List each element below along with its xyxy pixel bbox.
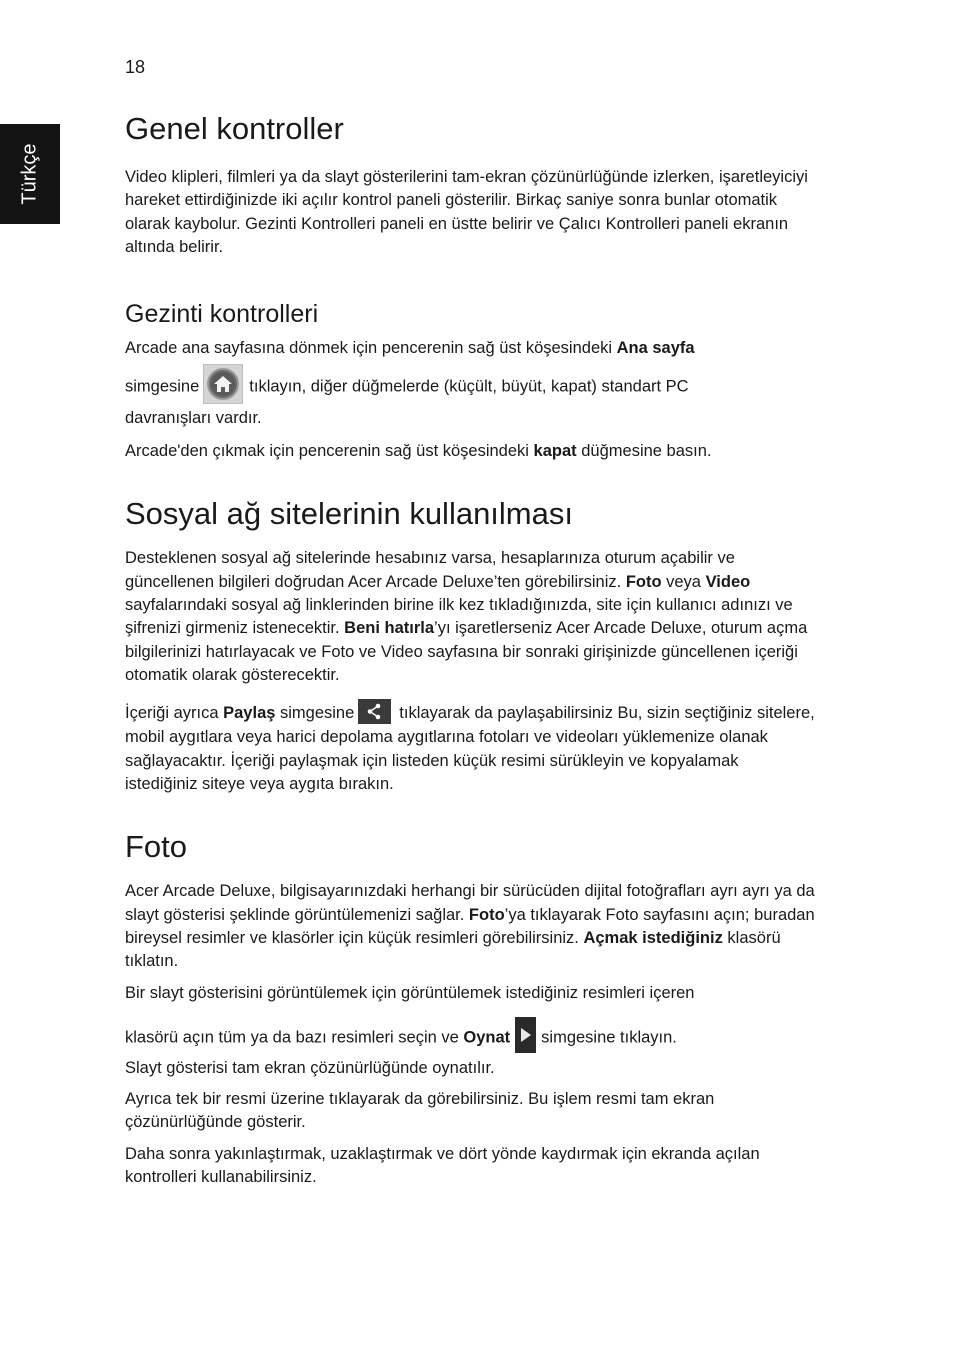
home-icon [203,364,243,404]
heading-gezinti-kontrolleri: Gezinti kontrolleri [125,300,319,329]
bold-paylas: Paylaş [223,704,276,723]
text-span: klasörü açın tüm ya da bazı resimleri seçin ve [125,1028,464,1047]
share-icon [358,699,391,724]
text-span: Arcade'den çıkmak için pencerenin sağ üst köşesindeki [125,441,534,460]
paragraph-foto-1 [125,880,815,973]
page-number: 18 [125,57,146,77]
text-span: davranışları vardır. [125,408,262,427]
page-content [125,110,815,1189]
paragraph-sosyal-2 [125,701,815,796]
text-span: klasörü tıklatın. [125,928,781,971]
text-span: sayfalarındaki sosyal ağ linklerinden birine ilk kez tıkladığınızda, site için kullanıcı adınızı ve şifrenizi girmeniz istenecektir. [125,596,793,638]
paragraph-foto-6: Daha sonra yakınlaştırmak, uzaklaştırmak ve dört yönde kaydırmak için ekranda açılan kontrolleri kullanabilirsiniz. [125,1144,760,1186]
paragraph-foto-5: Ayrıca tek bir resmi üzerine tıklayarak da görebilirsiniz. Bu işlem resmi tam ekran çözünürlüğünde gösterir. [125,1090,715,1132]
paragraph-gezinti-2 [125,367,815,430]
heading-foto: Foto [125,829,188,865]
heading-genel-kontroller: Genel kontroller [125,111,344,146]
paragraph-gezinti-1 [125,337,815,360]
text-span: düğmesine basın. [576,441,712,460]
text-span: Acer Arcade Deluxe, bilgisayarınızdaki herhangi bir sürücüden dijital fotoğrafları ayrı ayrı ya da slayt gösterisi şeklinde görüntülemenizi sağlar. [125,882,815,924]
text-span: simgesine [125,377,200,396]
text-span: veya [661,572,706,591]
text-span: tıklayarak da paylaşabilirsiniz Bu, sizin seçtiğiniz sitelere, mobil aygıtlara veya harici depolama aygıtlarına fotoları ve videoları yüklemenize olanak sağlayacaktır. İçeriği paylaşmak için listeden küçük resimi sürükleyin ve kopyalamak istediğiniz siteye veya aygıta bırakın. [125,704,815,793]
paragraph-genel: Video klipleri, filmleri ya da slayt gösterilerini tam-ekran çözünürlüğünde izlerken, işaretleyiciyi hareket ettirdiğinizde iki açılır kontrol paneli gösterilir. Birkaç saniye sonra bunlar otomatik olarak kaybolur. Gezinti Kontrolleri paneli en üstte belirir ve Çalıcı Kontrolleri paneli ekranın altında belirir. [125,168,808,257]
paragraph-foto-4: Slayt gösterisi tam ekran çözünürlüğünde oynatılır. [125,1058,495,1077]
paragraph-sosyal-1 [125,547,815,687]
bold-video: Video [705,572,751,591]
bold-foto: Foto [625,572,662,591]
heading-sosyal-ag: Sosyal ağ sitelerinin kullanılması [125,496,573,532]
paragraph-foto-3 [125,1020,815,1056]
language-side-tab [0,124,60,224]
bold-foto-2: Foto [468,905,505,924]
text-span: ’yı işaretlerseniz Acer Arcade Deluxe, oturum açma bilgilerinizi hatırlayacak ve Foto ve Video sayfasına bir sonraki girişinizde güncellenen içeriği otomatik olarak gösterecektir. [125,619,808,684]
bold-beni-hatirla: Beni hatırla [344,619,435,638]
bold-oynat: Oynat [463,1028,511,1047]
text-span: Desteklenen sosyal ağ sitelerinde hesabınız varsa, hesaplarınıza oturum açabilir ve güncellenen bilgileri doğrudan Acer Arcade Deluxe’ten görebilirsiniz. [125,549,735,591]
paragraph-foto-2: Bir slayt gösterisini görüntülemek için görüntülemek istediğiniz resimleri içeren [125,983,695,1002]
text-span: simgesine [275,704,355,723]
bold-acmak-istediginiz: Açmak istediğiniz [583,928,723,947]
bold-ana-sayfa: Ana sayfa [616,339,695,358]
text-span: Arcade ana sayfasına dönmek için pencerenin sağ üst köşesindeki [125,339,617,358]
text-span: tıklayın, diğer düğmelerde (küçült, büyüt, kapat) standart PC [249,377,689,396]
bold-kapat: kapat [533,441,577,460]
text-span: İçeriği ayrıca [125,704,224,723]
play-icon [515,1017,536,1053]
side-tab-label: Türkçe [18,143,41,205]
text-span: ’ya tıklayarak Foto sayfasını açın; buradan bireysel resimler ve klasörler için küçük resimleri görebilirsiniz. [125,905,815,947]
text-span: simgesine tıklayın. [541,1028,677,1047]
paragraph-gezinti-3 [125,440,815,463]
